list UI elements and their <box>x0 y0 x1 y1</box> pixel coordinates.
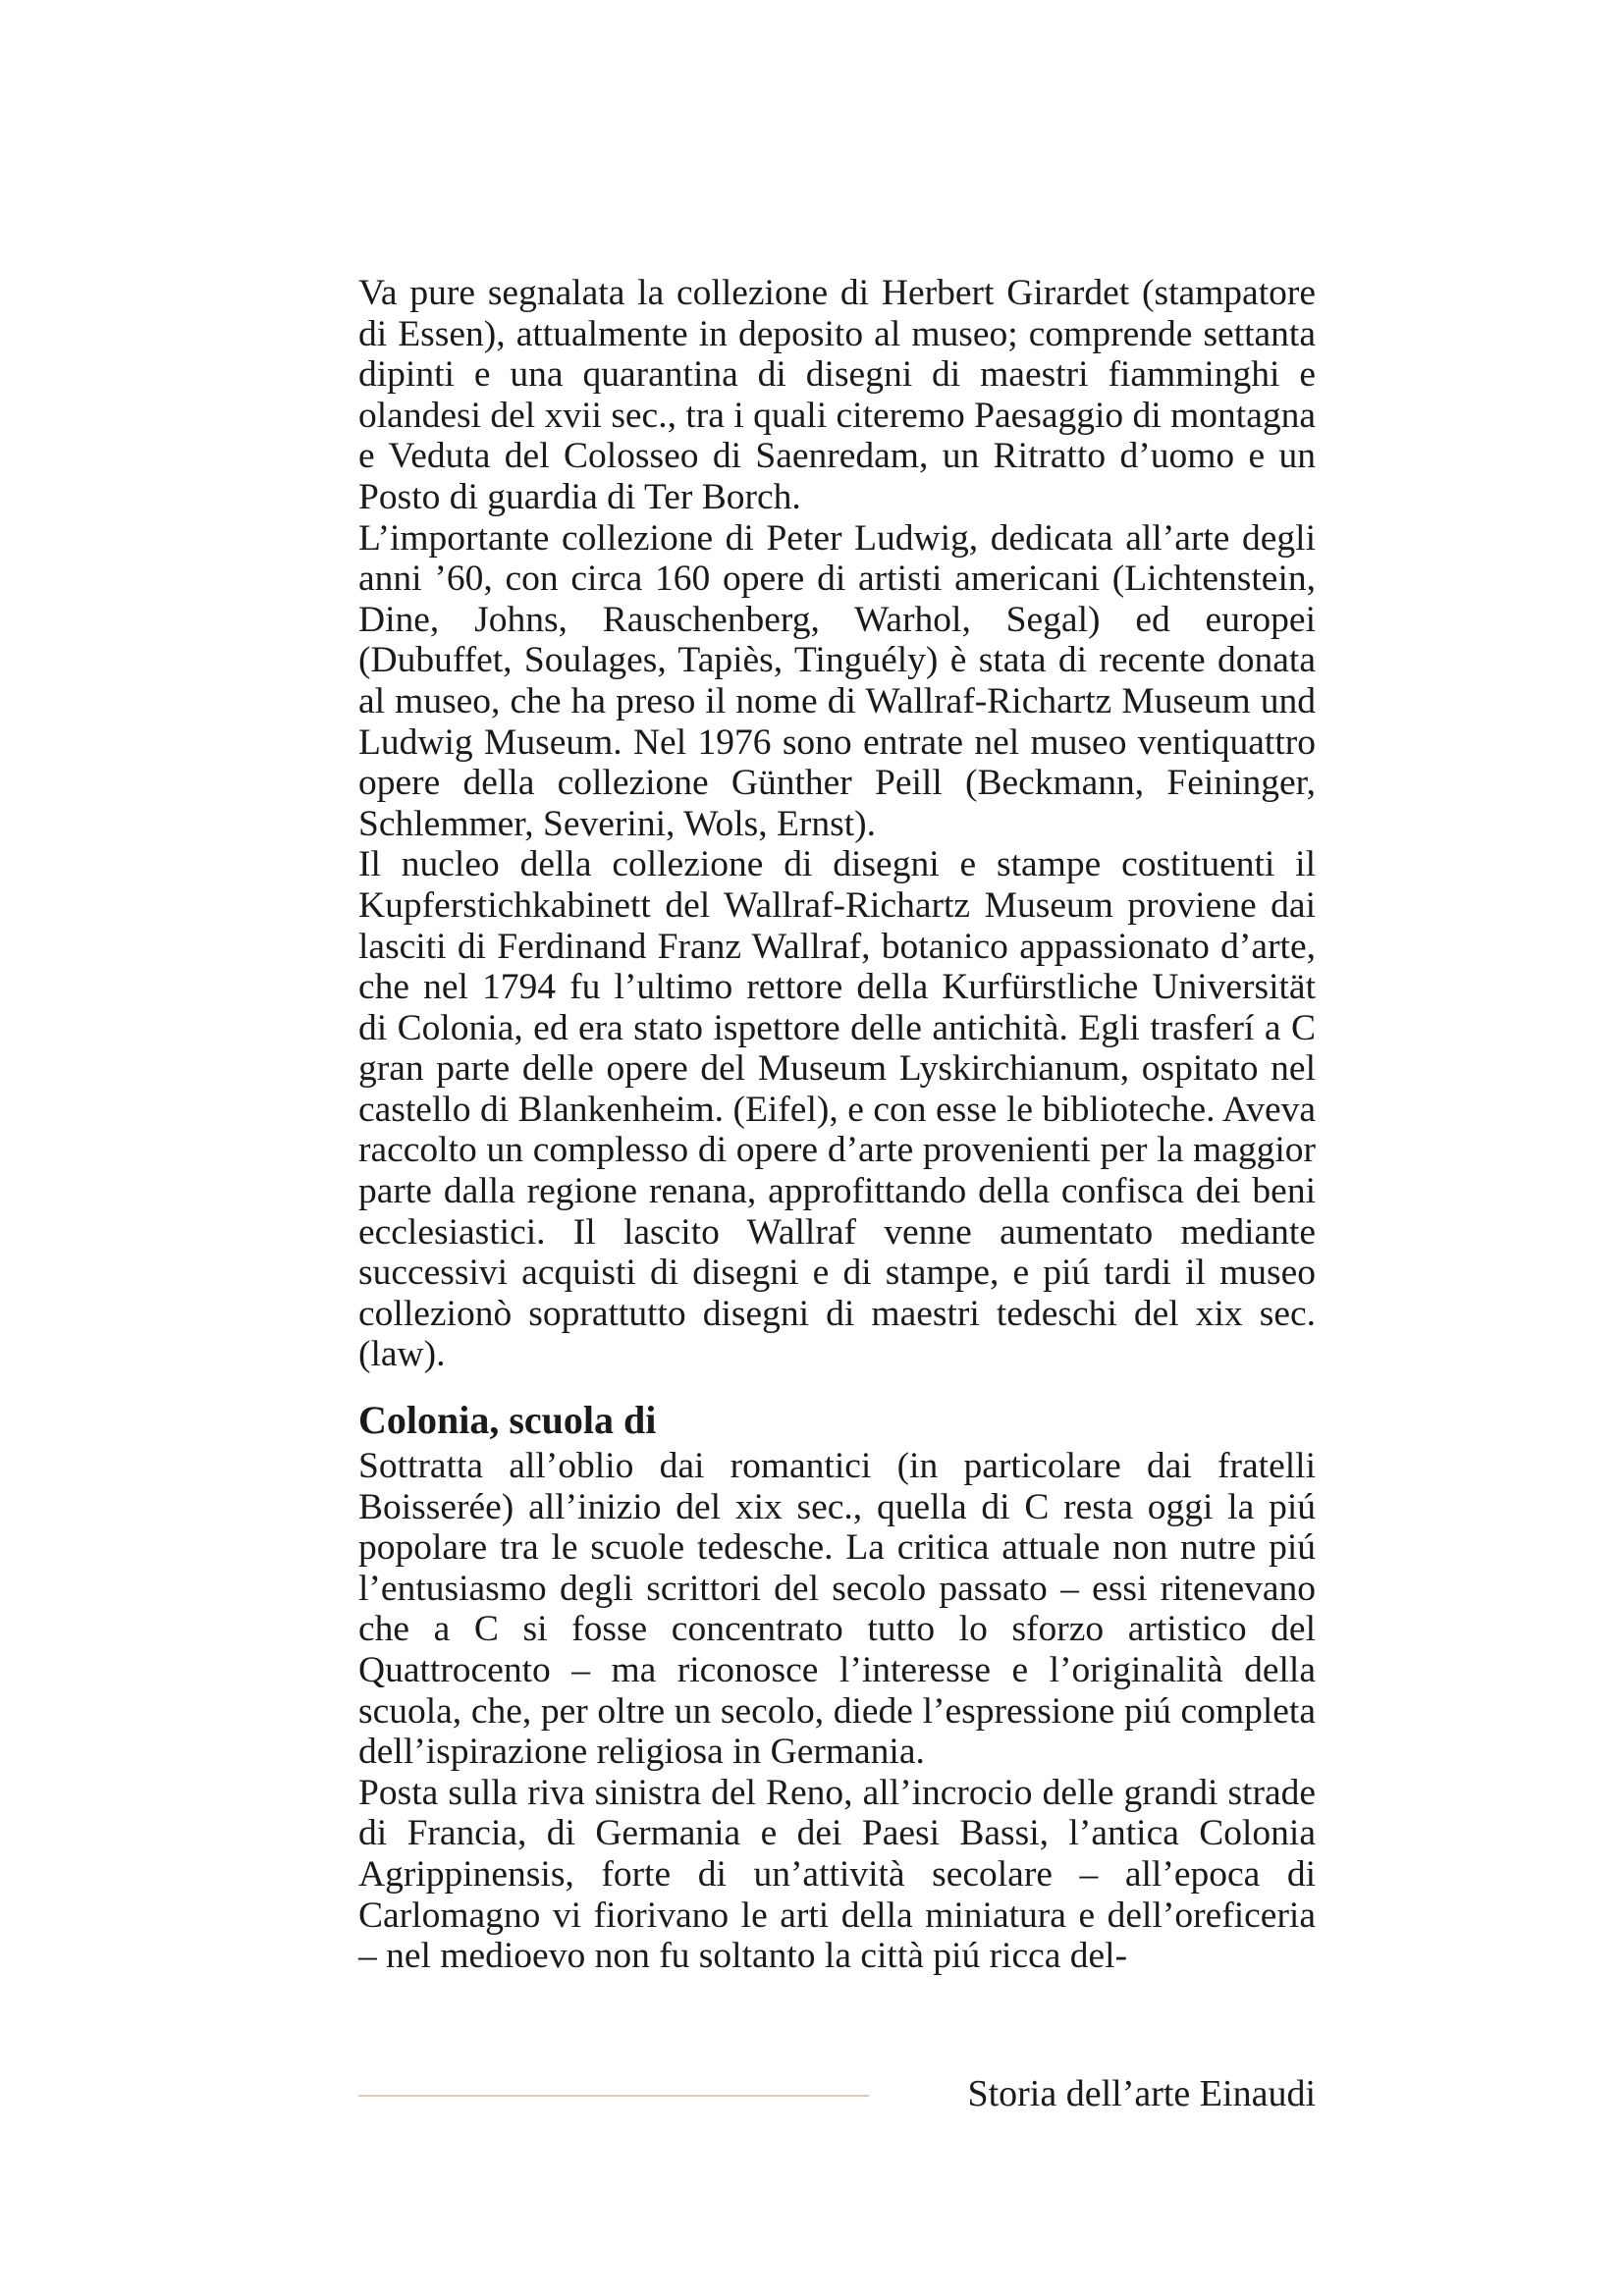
paragraph: L’importante collezione di Peter Ludwig, dedicata all’arte degli anni ’60, con circa 160 opere di artisti americani (Lichtenstein, Dine, Johns, Rauschenberg, Warhol, Segal) ed europei (Dubuffet, Soulages, Tapiès, Tinguély) è stata di recente donata al museo, che ha preso il nome di Wallraf-Richartz Museum und Ludwig Museum. Nel 1976 sono entrate nel museo ventiquattro opere della collezione Günther Peill (Beckmann, Feininger, Schlemmer, Severini, Wols, Ernst). <box>358 517 1316 844</box>
page-body <box>358 273 1316 1977</box>
section-scuola-di-colonia <box>358 1446 1316 1977</box>
paragraph: Il nucleo della collezione di disegni e stampe costituenti il Kupferstichkabinett del Wallraf-Richartz Museum proviene dai lasciti di Ferdinand Franz Wallraf, botanico appassionato d’arte, che nel 1794 fu l’ultimo rettore della Kurfürstliche Universität di Colonia, ed era stato ispettore delle antichità. Egli trasferí a C gran parte delle opere del Museum Lyskirchianum, ospitato nel castello di Blankenheim. (Eifel), e con esse le biblioteche. Aveva raccolto un complesso di opere d’arte provenienti per la maggior parte dalla regione renana, approfittando della confisca dei beni ecclesiastici. Il lascito Wallraf venne aumentato mediante successivi acquisti di disegni e di stampe, e piú tardi il museo collezionò soprattutto disegni di maestri tedeschi del xix sec. (law). <box>358 844 1316 1375</box>
paragraph: Posta sulla riva sinistra del Reno, all’incrocio delle grandi strade di Francia, di Germania e dei Paesi Bassi, l’antica Colonia Agrippinensis, forte di un’attività secolare – all’epoca di Carlomagno vi fiorivano le arti della miniatura e dell’oreficeria – nel medioevo non fu soltanto la città piú ricca del- <box>358 1772 1316 1977</box>
paragraph: Va pure segnalata la collezione di Herbert Girardet (stampatore di Essen), attualmente in deposito al museo; comprende settanta dipinti e una quarantina di disegni di maestri fiamminghi e olandesi del xvii sec., tra i quali citeremo Paesaggio di montagna e Veduta del Colosseo di Saenredam, un Ritratto d’uomo e un Posto di guardia di Ter Borch. <box>358 273 1316 517</box>
page-footer <box>358 2071 1316 2120</box>
section-heading: Colonia, scuola di <box>358 1398 657 1443</box>
publisher-title: Storia dell’arte Einaudi <box>967 2073 1316 2114</box>
paragraph: Sottratta all’oblio dai romantici (in particolare dai fratelli Boisserée) all’inizio del xix sec., quella di C resta oggi la piú popolare tra le scuole tedesche. La critica attuale non nutre piú l’entusiasmo degli scrittori del secolo passato – essi ritenevano che a C si fosse concentrato tutto lo sforzo artistico del Quattrocento – ma riconosce l’interesse e l’originalità della scuola, che, per oltre un secolo, diede l’espressione piú completa dell’ispirazione religiosa in Germania. <box>358 1446 1316 1773</box>
footer-divider <box>358 2095 869 2097</box>
section-museum-collections <box>358 273 1316 1375</box>
